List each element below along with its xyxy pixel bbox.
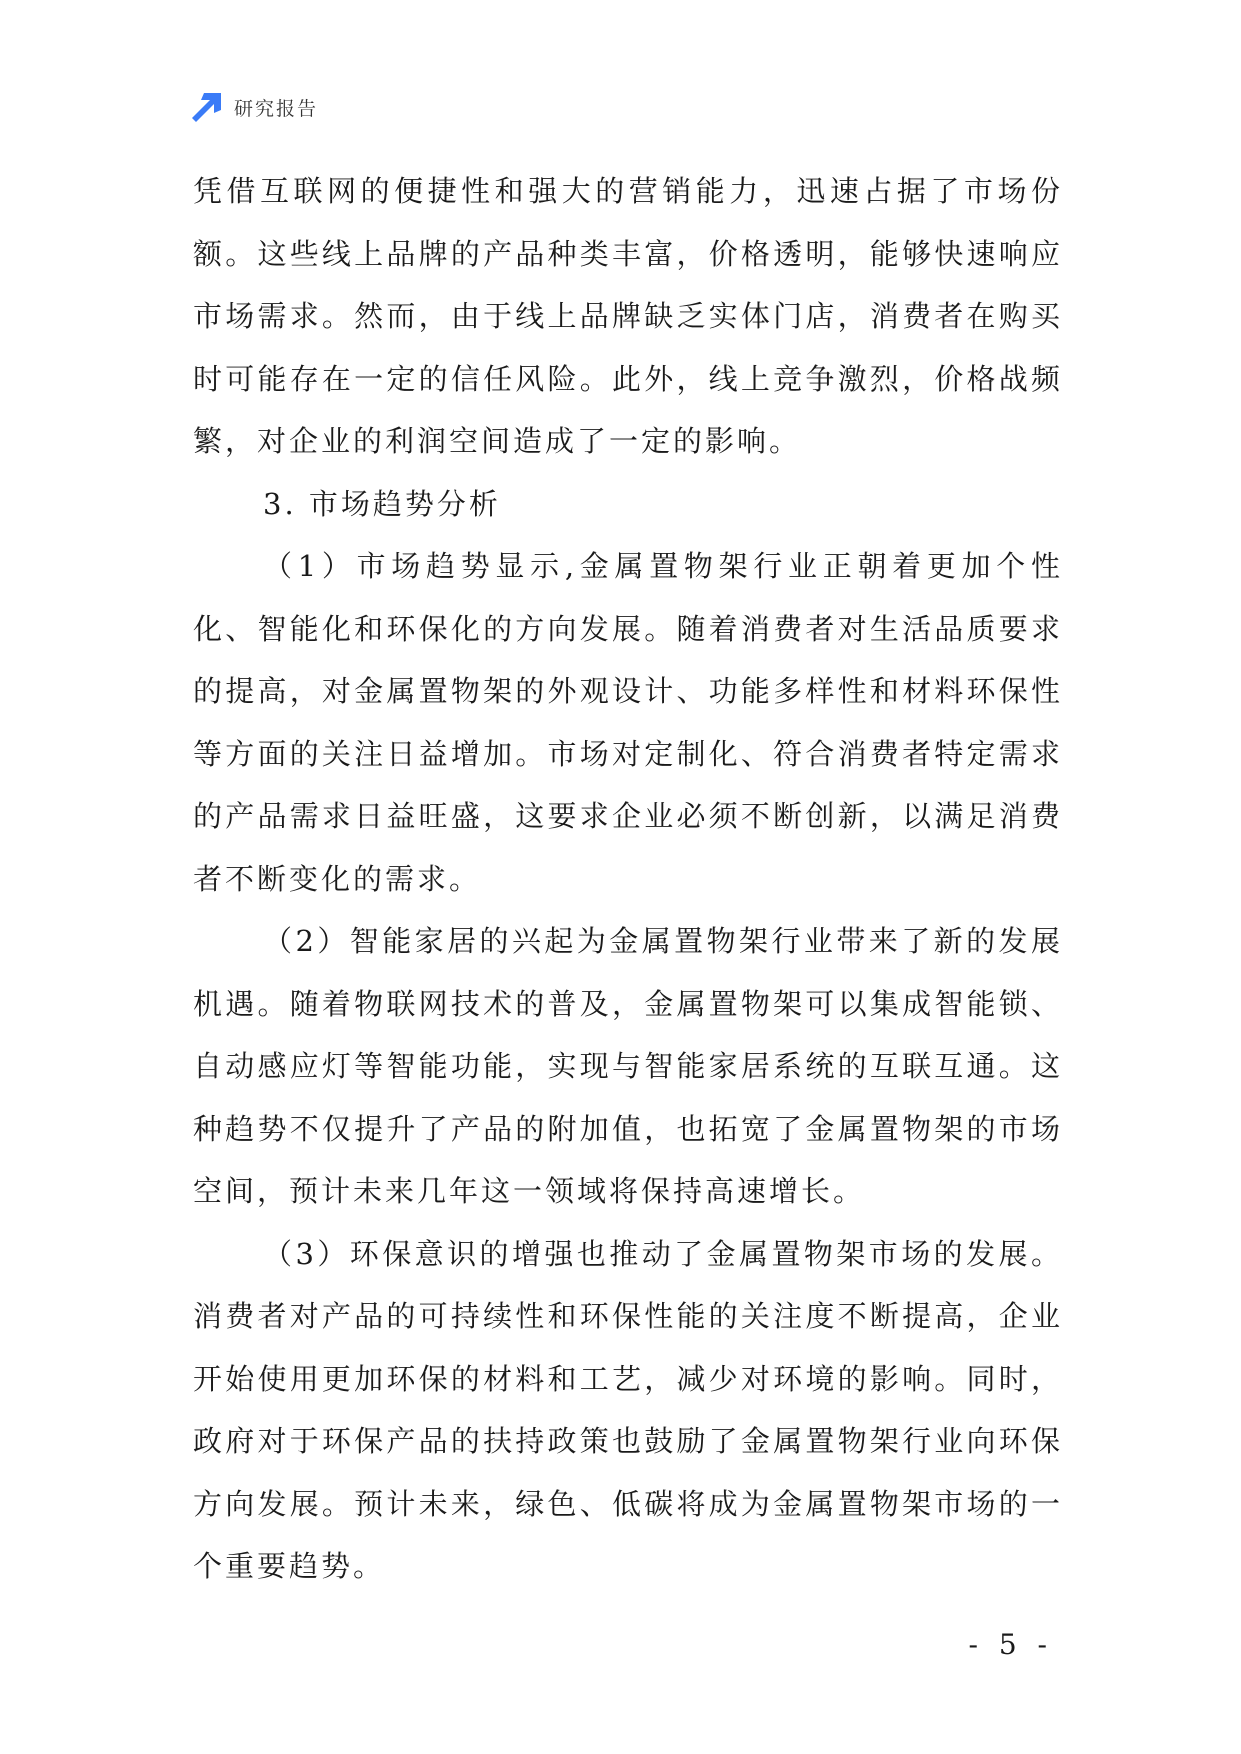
page-number: - 5 - [968, 1628, 1053, 1661]
paragraph-trend-2: （2）智能家居的兴起为金属置物架行业带来了新的发展机遇。随着物联网技术的普及，金属置物架可以集成智能锁、自动感应灯等智能功能，实现与智能家居系统的互联互通。这种趋势不仅提升了产品的附加值，也拓宽了金属置物架的市场空间，预计未来几年这一领域将保持高速增长。 [193, 924, 1063, 1208]
section-heading: 3. 市场趋势分析 [263, 486, 501, 521]
paragraph-continuation: 凭借互联网的便捷性和强大的营销能力，迅速占据了市场份额。这些线上品牌的产品种类丰富，价格透明，能够快速响应市场需求。然而，由于线上品牌缺乏实体门店，消费者在购买时可能存在一定的信任风险。此外，线上竞争激烈，价格战频繁，对企业的利润空间造成了一定的影响。 [193, 174, 1063, 458]
page-header [190, 90, 318, 124]
paragraph-trend-3: （3）环保意识的增强也推动了金属置物架市场的发展。消费者对产品的可持续性和环保性能的关注度不断提高，企业开始使用更加环保的材料和工艺，减少对环境的影响。同时，政府对于环保产品的扶持政策也鼓励了金属置物架行业向环保方向发展。预计未来，绿色、低碳将成为金属置物架市场的一个重要趋势。 [193, 1236, 1063, 1583]
header-title: 研究报告 [234, 97, 319, 120]
arrow-up-right-icon [190, 90, 224, 124]
paragraph-trend-1: （1）市场趋势显示,金属置物架行业正朝着更加个性化、智能化和环保化的方向发展。随着消费者对生活品质要求的提高，对金属置物架的外观设计、功能多样性和材料环保性等方面的关注日益增加。市场对定制化、符合消费者特定需求的产品需求日益旺盛，这要求企业必须不断创新，以满足消费者不断变化的需求。 [193, 549, 1063, 896]
document-body [193, 160, 1063, 1598]
